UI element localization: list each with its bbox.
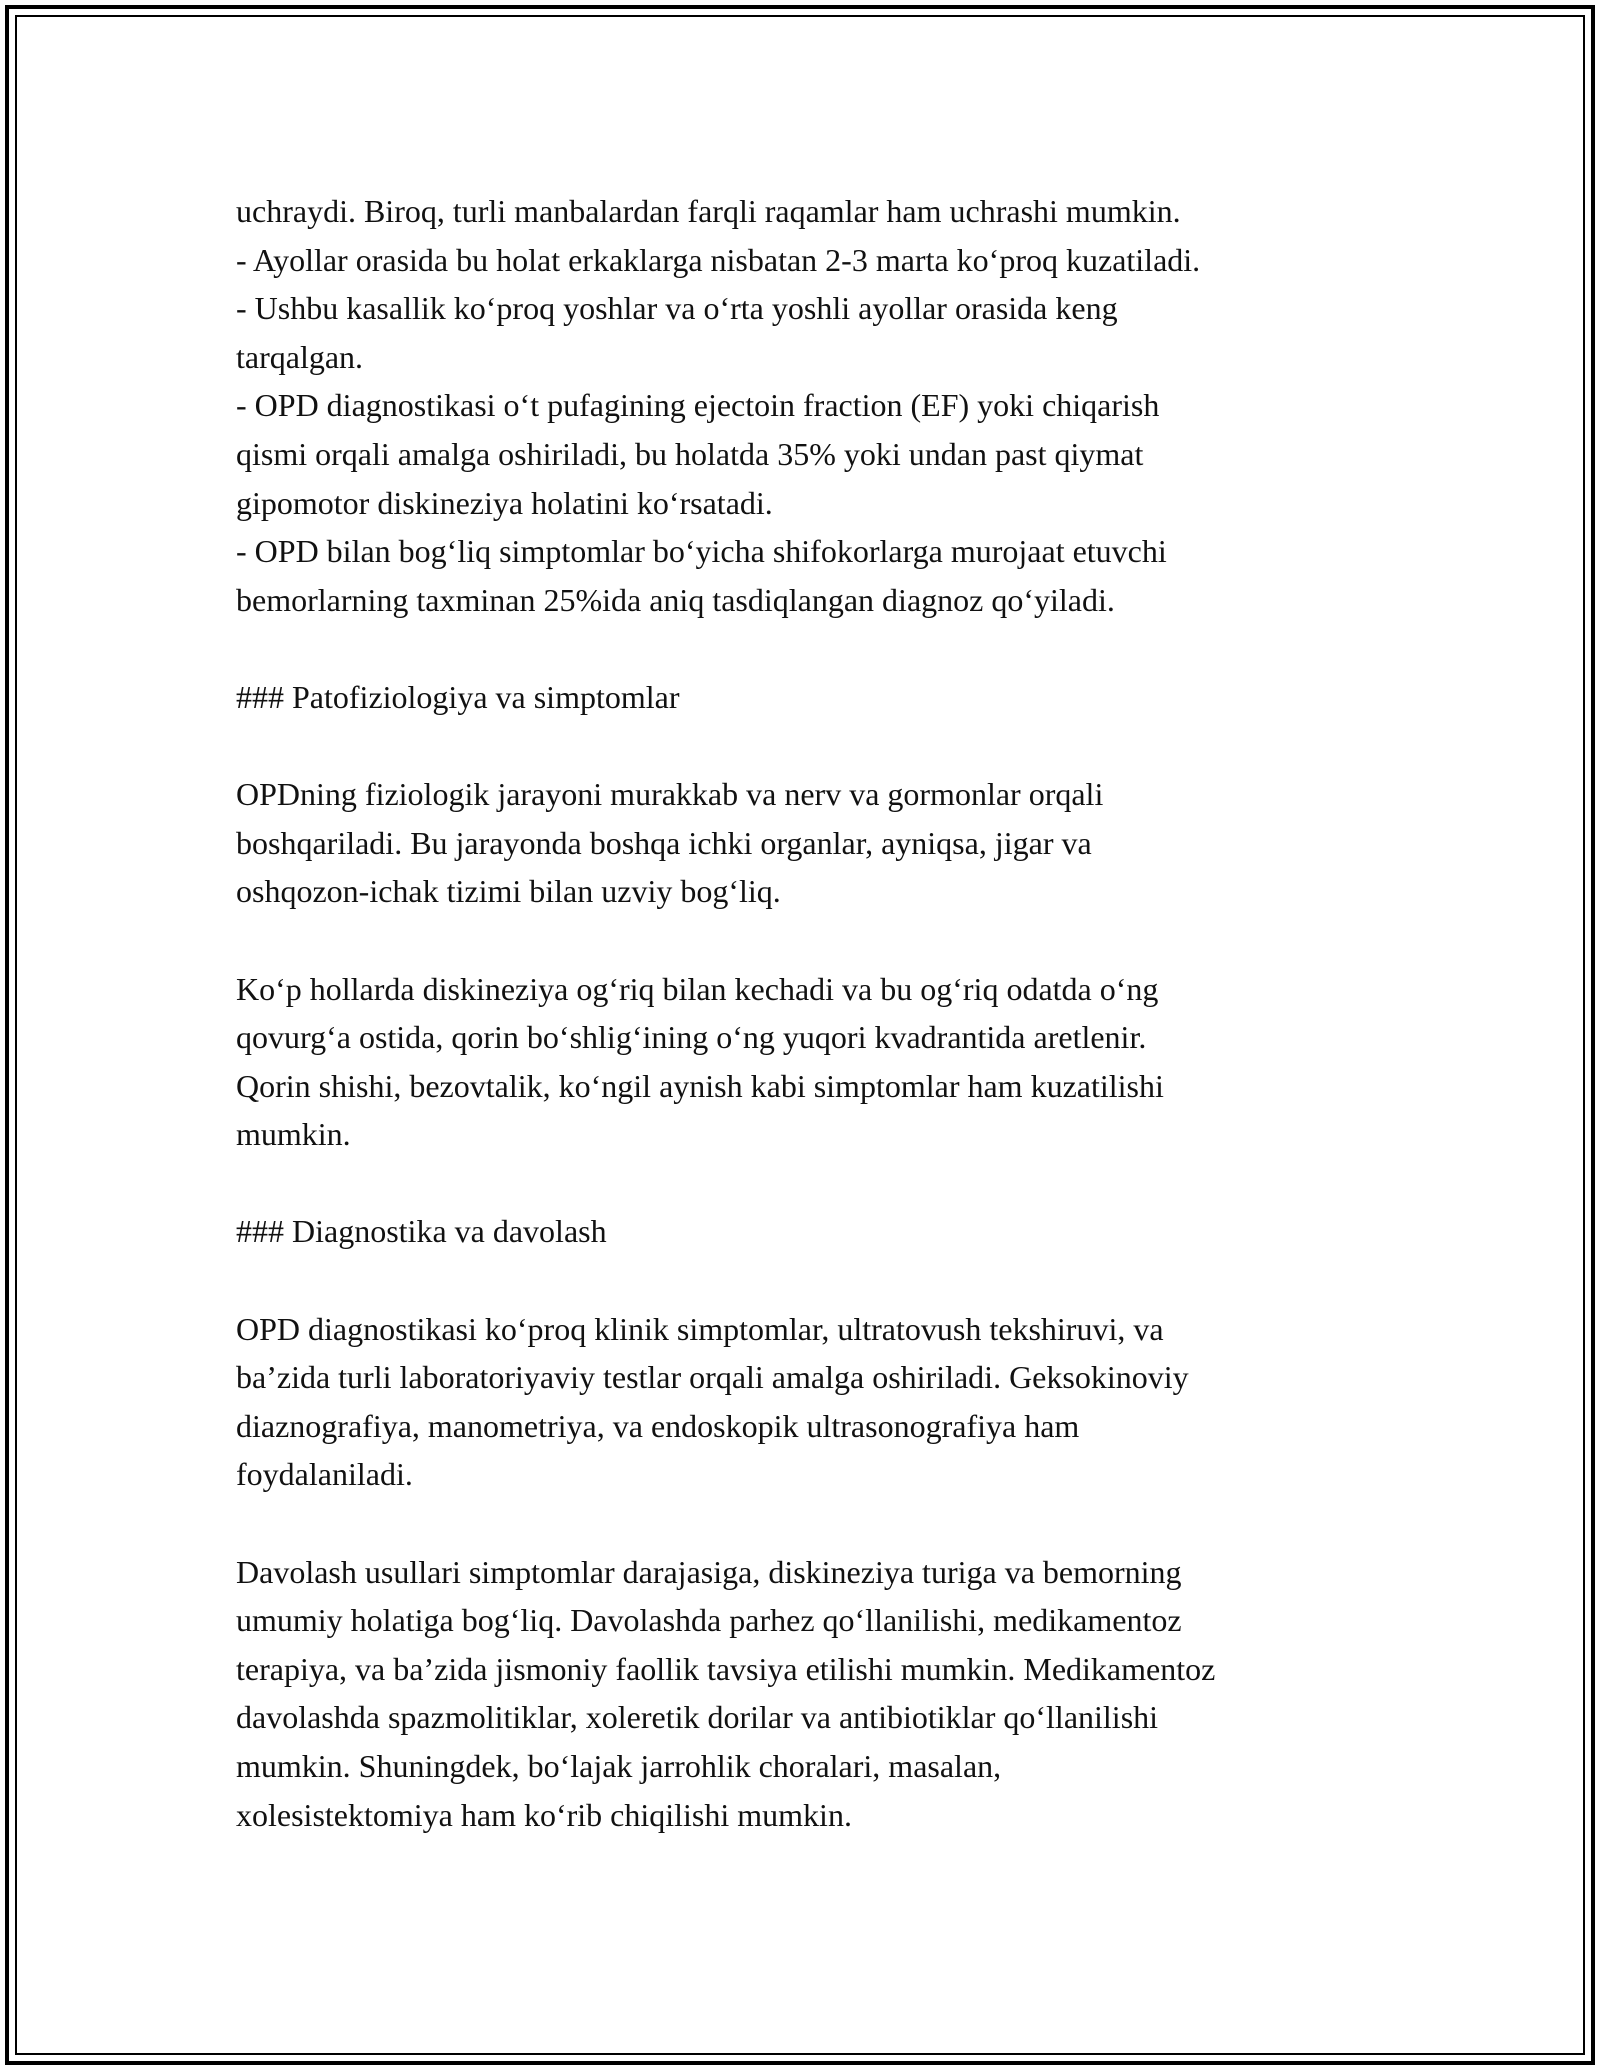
list-item: - OPD bilan bog‘liq simptomlar bo‘yicha shifokorlarga murojaat etuvchi — [236, 533, 1167, 570]
document-body — [236, 187, 1386, 1839]
list-item: - Ayollar orasida bu holat erkaklarga nisbatan 2-3 marta ko‘proq kuzatiladi. — [236, 241, 1201, 278]
section-heading-diagnostika — [236, 1207, 1386, 1256]
list-item: - Ushbu kasallik ko‘proq yoshlar va o‘rta yoshli ayollar orasida keng — [236, 290, 1118, 327]
text-line: mumkin. — [236, 1116, 351, 1153]
text-line: umumiy holatiga bog‘liq. Davolashda parhez qo‘llanilishi, medikamentoz — [236, 1602, 1182, 1639]
paragraph-diagnostika — [236, 1305, 1386, 1499]
intro-paragraph — [236, 187, 1386, 624]
list-item-continuation: tarqalgan. — [236, 338, 364, 375]
list-item-continuation: gipomotor diskineziya holatini ko‘rsatadi. — [236, 484, 773, 521]
text-line: OPD diagnostikasi ko‘proq klinik simptomlar, ultratovush tekshiruvi, va — [236, 1310, 1164, 1347]
text-line: Ko‘p hollarda diskineziya og‘riq bilan kechadi va bu og‘riq odatda o‘ng — [236, 970, 1159, 1007]
text-line: terapiya, va ba’zida jismoniy faollik tavsiya etilishi mumkin. Medikamentoz — [236, 1650, 1216, 1687]
text-line: xolesistektomiya ham ko‘rib chiqilishi mumkin. — [236, 1796, 852, 1833]
text-line: qovurg‘a ostida, qorin bo‘shlig‘ining o‘ng yuqori kvadrantida aretlenir. — [236, 1019, 1147, 1056]
text-line: foydalaniladi. — [236, 1456, 413, 1493]
heading-text: ### Patofiziologiya va simptomlar — [236, 678, 680, 715]
paragraph-fiziologik-jarayon — [236, 770, 1386, 916]
text-line: Qorin shishi, bezovtalik, ko‘ngil aynish kabi simptomlar ham kuzatilishi — [236, 1067, 1164, 1104]
text-line: Davolash usullari simptomlar darajasiga, diskineziya turiga va bemorning — [236, 1553, 1182, 1590]
text-line: mumkin. Shuningdek, bo‘lajak jarrohlik choralari, masalan, — [236, 1748, 1002, 1784]
text-line: oshqozon-ichak tizimi bilan uzviy bog‘liq. — [236, 873, 781, 910]
text-line: boshqariladi. Bu jarayonda boshqa ichki organlar, ayniqsa, jigar va — [236, 824, 1092, 861]
text-line: davolashda spazmolitiklar, xoleretik dorilar va antibiotiklar qo‘llanilishi — [236, 1699, 1159, 1736]
heading-text: ### Diagnostika va davolash — [236, 1213, 607, 1250]
list-item-continuation: bemorlarning taxminan 25%ida aniq tasdiqlangan diagnoz qo‘yiladi. — [236, 581, 1115, 618]
list-item-continuation: qismi orqali amalga oshiriladi, bu holatda 35% yoki undan past qiymat — [236, 435, 1144, 472]
text-line: OPDning fiziologik jarayoni murakkab va nerv va gormonlar orqali — [236, 776, 1104, 813]
section-heading-patofiziologiya — [236, 673, 1386, 722]
paragraph-simptomlar — [236, 965, 1386, 1159]
paragraph-davolash — [236, 1548, 1386, 1840]
list-item: - OPD diagnostikasi o‘t pufagining ejectoin fraction (EF) yoki chiqarish — [236, 387, 1160, 424]
text-line: ba’zida turli laboratoriyaviy testlar orqali amalga oshiriladi. Geksokinoviy — [236, 1359, 1189, 1396]
text-line: diaznografiya, manometriya, va endoskopik ultrasonografiya ham — [236, 1407, 1080, 1444]
text-line: uchraydi. Biroq, turli manbalardan farqli raqamlar ham uchrashi mumkin. — [236, 193, 1181, 229]
